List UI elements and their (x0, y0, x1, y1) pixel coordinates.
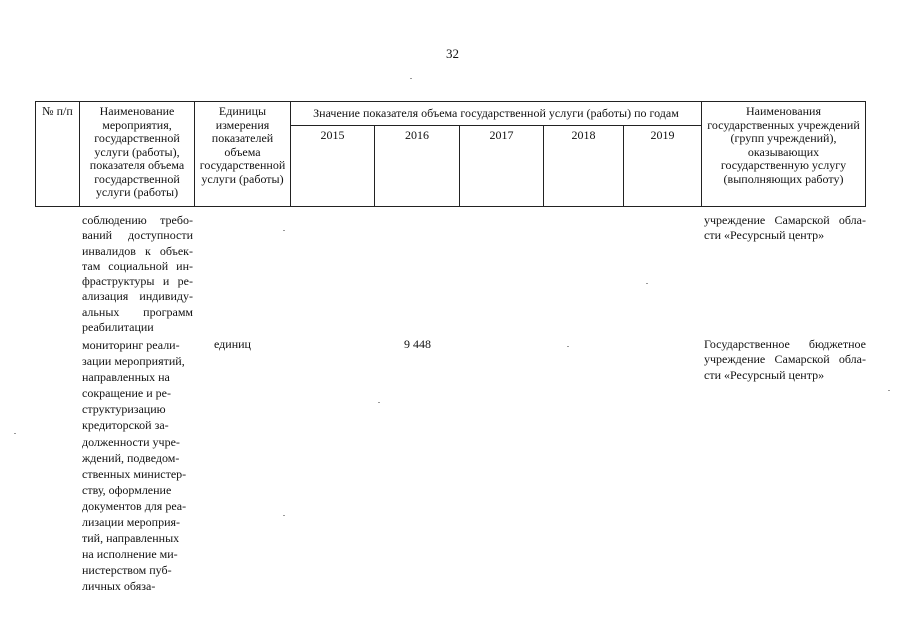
scan-speck (283, 230, 285, 231)
header-year-2018: 2018 (544, 126, 624, 207)
row1-name: соблюдению требо- ваний доступности инвалидов к объек- там социальной ин- фраструктуры и ре- ализация индивиду- альных программ реабилитации (82, 213, 193, 335)
page-number: 32 (446, 46, 459, 61)
header-institutions: Наименования государственных учреждений (групп учреждений), оказывающих государственную услугу (выполняющих работу) (702, 102, 866, 207)
row2-institution: Государственное бюджетное учреждение Самарской обла- сти «Ресурсный центр» (704, 337, 866, 382)
header-units: Единицы измерения показателей объема государственной услуги (работы) (195, 102, 291, 207)
row2-value-2016: 9 448 (404, 337, 431, 351)
scan-speck (888, 390, 890, 391)
header-num: № п/п (36, 102, 80, 207)
scan-speck (646, 283, 648, 284)
scan-speck (378, 402, 380, 403)
row1-institution: учреждение Самарской обла- сти «Ресурсный центр» (704, 213, 866, 243)
header-year-2015: 2015 (291, 126, 375, 207)
header-year-2019: 2019 (624, 126, 702, 207)
header-year-2016: 2016 (375, 126, 460, 207)
scan-speck (14, 433, 16, 434)
header-name: Наименование мероприятия, государственной услуги (работы), показателя объема государственной услуги (работы) (80, 102, 195, 207)
row2-unit: единиц (214, 337, 251, 351)
scan-speck (410, 78, 412, 79)
scan-speck (567, 346, 569, 347)
row2-name: мониторинг реали- зации мероприятий, направленных на сокращение и ре- структуризацию кредиторской за- долженности учре- ждений, подведом- ственных министер- ству, оформление документов для реа- лизации мероприя- тий, направленных на исполнение ми- нистерством пуб- личных обяза- (82, 338, 187, 594)
table-header (35, 101, 866, 207)
header-year-2017: 2017 (460, 126, 544, 207)
header-values-group: Значение показателя объема государственной услуги (работы) по годам (291, 102, 702, 126)
scan-speck (283, 515, 285, 516)
